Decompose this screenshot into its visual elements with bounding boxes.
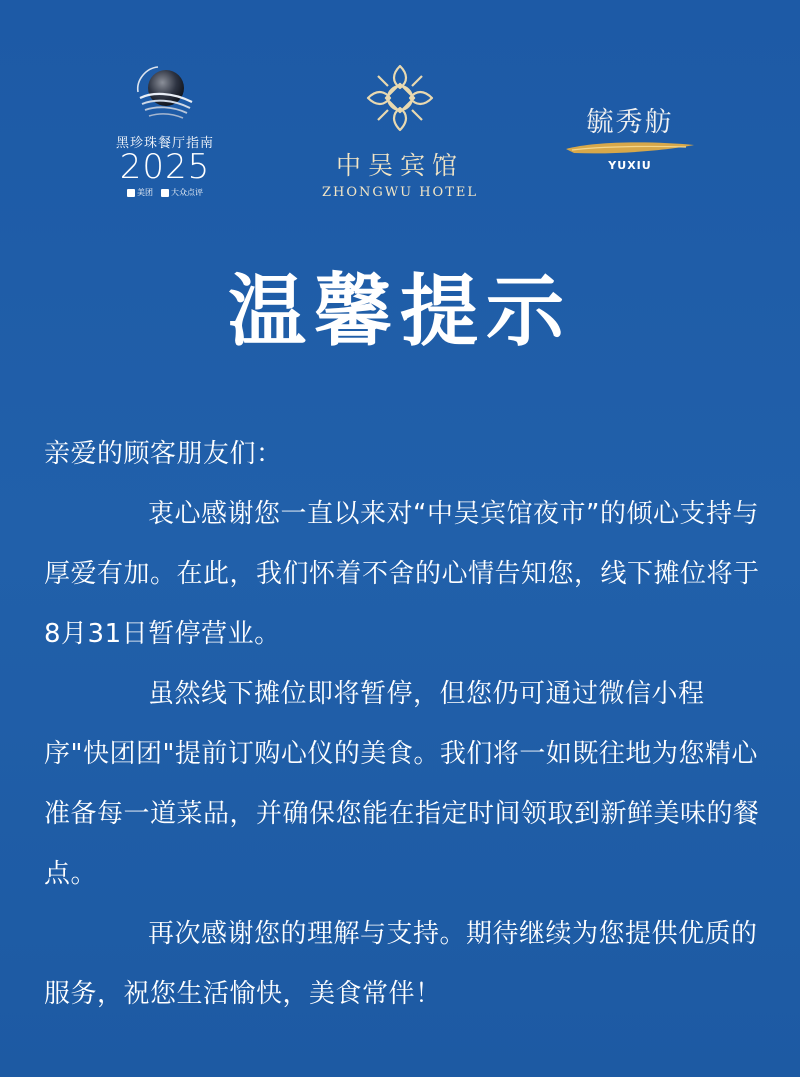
guide-year: 2025 bbox=[119, 147, 211, 187]
paragraph-ordering: 虽然线下摊位即将暂停，但您仍可通过微信小程序"快团团"提前订购心仪的美食。我们将一如既往地为您精心准备每一道菜品，并确保您能在指定时间领取到新鲜美味的餐点。 bbox=[44, 679, 760, 889]
guide-title: 黑珍珠餐厅指南 bbox=[115, 136, 214, 151]
partner-row bbox=[127, 187, 203, 198]
partner-dianping-label: 大众点评 bbox=[171, 188, 203, 197]
yuxiu-logo bbox=[555, 100, 705, 172]
zhongwu-hotel-logo bbox=[300, 62, 500, 200]
knot-emblem-icon bbox=[364, 62, 436, 134]
greeting: 亲爱的顾客朋友们： bbox=[44, 439, 283, 469]
brushstroke-icon bbox=[564, 139, 696, 157]
hotel-name-cn: 中吴宾馆 bbox=[335, 151, 464, 180]
notice-body bbox=[44, 424, 760, 1024]
meituan-icon bbox=[127, 189, 135, 197]
partner-meituan bbox=[127, 187, 153, 198]
paragraph-closing: 再次感谢您的理解与支持。期待继续为您提供优质的服务，祝您生活愉快，美食常伴！ bbox=[44, 919, 758, 1009]
black-pearl-logo bbox=[100, 62, 230, 198]
paragraph-thanks: 衷心感谢您一直以来对“中吴宾馆夜市”的倾心支持与厚爱有加。在此，我们怀着不舍的心情告知您，线下摊位将于8月31日暂停营业。 bbox=[44, 499, 760, 649]
partner-meituan-label: 美团 bbox=[137, 188, 153, 197]
black-pearl-emblem-icon bbox=[132, 62, 198, 128]
hotel-name-en: ZHONGWU HOTEL bbox=[321, 185, 479, 200]
yuxiu-name-cn: 毓秀舫 bbox=[586, 107, 674, 138]
page-title: 温馨提示 bbox=[227, 267, 572, 357]
yuxiu-name-en: YUXIU bbox=[608, 159, 652, 172]
dianping-icon bbox=[161, 189, 169, 197]
partner-dianping bbox=[161, 187, 203, 198]
